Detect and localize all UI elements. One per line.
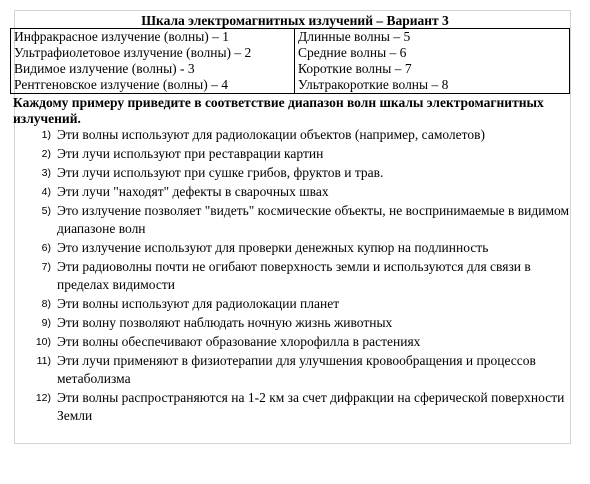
item-number: 3) (41, 167, 51, 179)
item-text: Эти волны используют для радиолокации планет (57, 296, 340, 311)
item-text: Эти радиоволны почти не огибают поверхность земли и используются для связи в пределах видимости (57, 259, 531, 292)
item-text: Эти лучи "находят" дефекты в сварочных швах (57, 184, 329, 199)
item-number: 12) (35, 392, 51, 404)
item-number: 2) (41, 148, 51, 160)
list-item (13, 202, 571, 238)
radiation-type-item: Видимое излучение (волны) - 3 (14, 61, 195, 76)
item-text: Эти волны распространяются на 1-2 км за счет дифракции на сферической поверхности Земли (57, 390, 565, 423)
document-title: Шкала электромагнитных излучений – Вариант 3 (141, 13, 449, 28)
radiation-type-item: Инфракрасное излучение (волны) – 1 (14, 29, 230, 44)
item-number: 7) (41, 261, 51, 273)
item-text: Это излучение используют для проверки денежных купюр на подлинность (57, 240, 489, 255)
radio-wave-item: Ультракороткие волны – 8 (298, 77, 449, 92)
radio-wave-item: Длинные волны – 5 (298, 29, 411, 44)
item-number: 5) (41, 205, 51, 217)
item-text: Эти лучи применяют в физиотерапии для улучшения кровообращения и процессов метаболизма (57, 353, 536, 386)
list-item (13, 295, 571, 313)
radio-wave-item: Короткие волны – 7 (298, 61, 412, 76)
item-text: Эти лучи используют при сушке грибов, фруктов и трав. (57, 165, 384, 180)
list-item (13, 183, 571, 201)
item-number: 10) (35, 336, 51, 348)
item-number: 6) (41, 242, 51, 254)
list-item (13, 389, 571, 425)
wave-scale-table (10, 28, 570, 94)
radiation-type-item: Ультрафиолетовое излучение (волны) – 2 (14, 45, 252, 60)
item-text: Эти волну позволяют наблюдать ночную жизнь животных (57, 315, 393, 330)
list-item (13, 239, 571, 257)
list-item (13, 333, 571, 351)
item-text: Эти лучи используют при реставрации картин (57, 146, 324, 161)
item-number: 11) (36, 355, 51, 367)
item-text: Эти волны обеспечивают образование хлорофилла в растениях (57, 334, 421, 349)
item-number: 1) (41, 129, 51, 141)
radiation-types-cell (11, 29, 295, 94)
task-instruction: Каждому примеру приведите в соответствие диапазон волн шкалы электромагнитных излучений. (13, 95, 544, 126)
list-item (13, 314, 571, 332)
item-text: Это излучение позволяет "видеть" космические объекты, не воспринимаемые в видимом диапазоне волн (57, 203, 570, 236)
radio-wave-types-cell (295, 29, 570, 94)
list-item (13, 126, 571, 144)
list-item (13, 145, 571, 163)
list-item (13, 258, 571, 294)
item-number: 4) (41, 186, 51, 198)
item-number: 8) (41, 298, 51, 310)
list-item (13, 352, 571, 388)
table-row (11, 29, 570, 94)
question-list (13, 126, 571, 426)
radiation-type-item: Рентгеновское излучение (волны) – 4 (14, 77, 228, 92)
radio-wave-item: Средние волны – 6 (298, 45, 407, 60)
item-text: Эти волны используют для радиолокации объектов (например, самолетов) (57, 127, 485, 142)
item-number: 9) (41, 317, 51, 329)
list-item (13, 164, 571, 182)
